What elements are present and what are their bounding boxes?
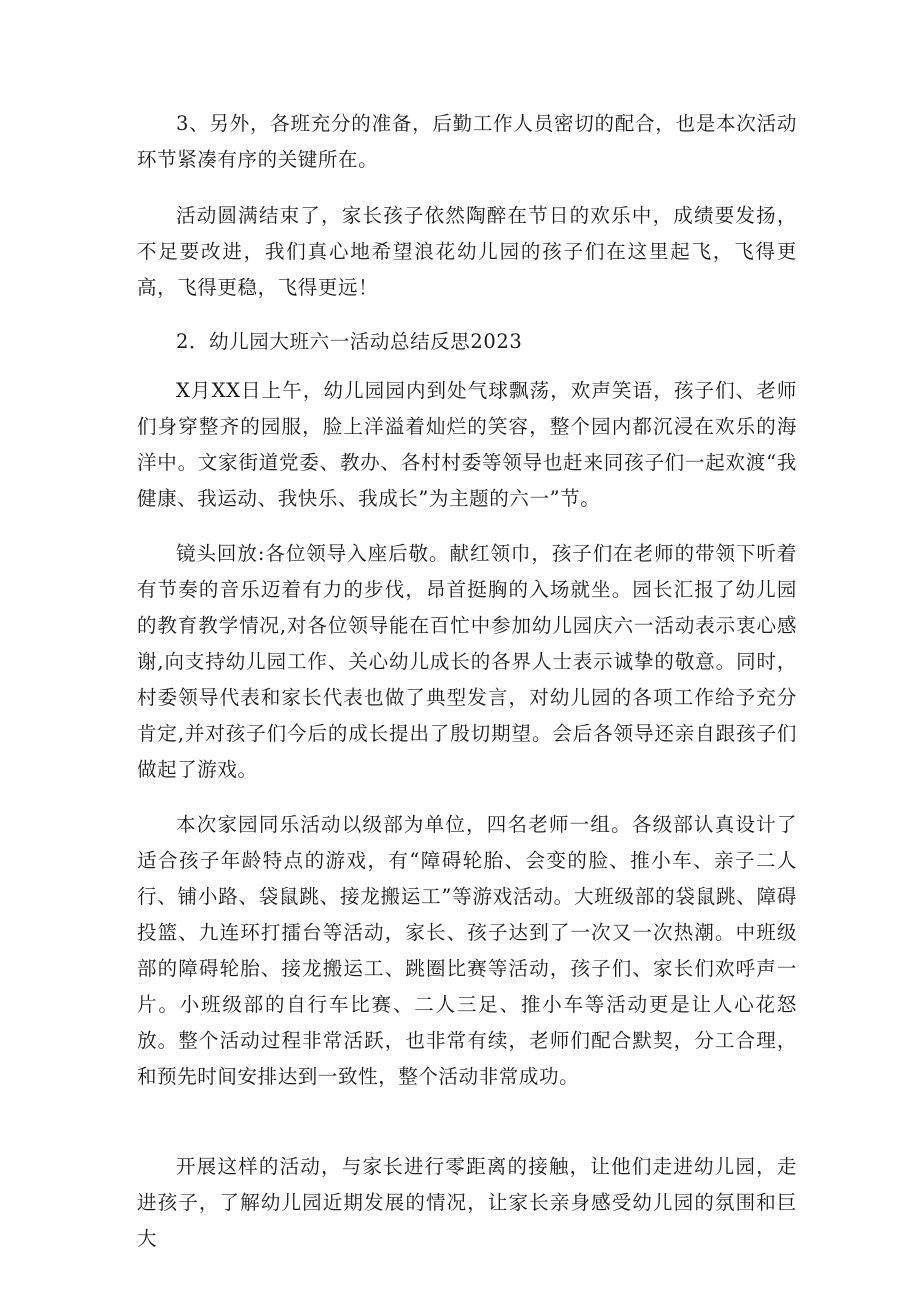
paragraph-event-morning: X月XX日上午，幼儿园园内到处气球飘荡，欢声笑语，孩子们、老师们身穿整齐的园服，脸上洋溢着灿烂的笑容，整个园内都沉浸在欢乐的海洋中。文家街道党委、教办、各村村委等领导也赶来同孩子们一起欢渡“我健康、我运动、我快乐、我成长”为主题的六一”节。 — [137, 379, 797, 510]
paragraph-scene-replay: 镜头回放:各位领导入座后敬。献红领巾，孩子们在老师的带领下听着有节奏的音乐迈着有力的步伐，昂首挺胸的入场就坐。园长汇报了幼儿园的教育教学情况,对各位领导能在百忙中参加幼儿园庆六一活动表示衷心感谢,向支持幼儿园工作、关心幼儿成长的各界人士表示诚挚的敬意。同时，村委领导代表和家长代表也做了典型发言，对幼儿园的各项工作给予充分肯定,并对孩子们今后的成长提出了殷切期望。会后各领导还亲自跟孩子们做起了游戏。 — [137, 542, 797, 781]
paragraph-activity-conclusion: 活动圆满结束了，家长孩子依然陶醉在节日的欢乐中，成绩要发扬，不足要改进，我们真心地希望浪花幼儿园的孩子们在这里起飞，飞得更高，飞得更稳，飞得更远！ — [137, 204, 797, 299]
paragraph-family-games: 本次家园同乐活动以级部为单位，四名老师一组。各级部认真设计了适合孩子年龄特点的游戏，有“障碍轮胎、会变的脸、推小车、亲子二人行、铺小路、袋鼠跳、接龙搬运工”等游戏活动。大班级部的袋鼠跳、障碍投篮、九连环打擂台等活动，家长、孩子达到了一次又一次热潮。中班级部的障碍轮胎、接龙搬运工、跳圈比赛等活动，孩子们、家长们欢呼声一片。小班级部的自行车比赛、二人三足、推小车等活动更是让人心花怒放。整个活动过程非常活跃，也非常有续，老师们配合默契，分工合理，和预先时间安排达到一致性，整个活动非常成功。 — [137, 813, 797, 1088]
paragraph-parent-contact: 开展这样的活动，与家长进行零距离的接触，让他们走进幼儿园，走进孩子，了解幼儿园近期发展的情况，让家长亲身感受幼儿园的氛围和巨大 — [137, 1155, 797, 1250]
section-heading: 2．幼儿园大班六一活动总结反思2023 — [176, 330, 523, 353]
paragraph-staff-cooperation: 3、另外，各班充分的准备，后勤工作人员密切的配合，也是本次活动环节紧凑有序的关键所在。 — [137, 112, 797, 171]
